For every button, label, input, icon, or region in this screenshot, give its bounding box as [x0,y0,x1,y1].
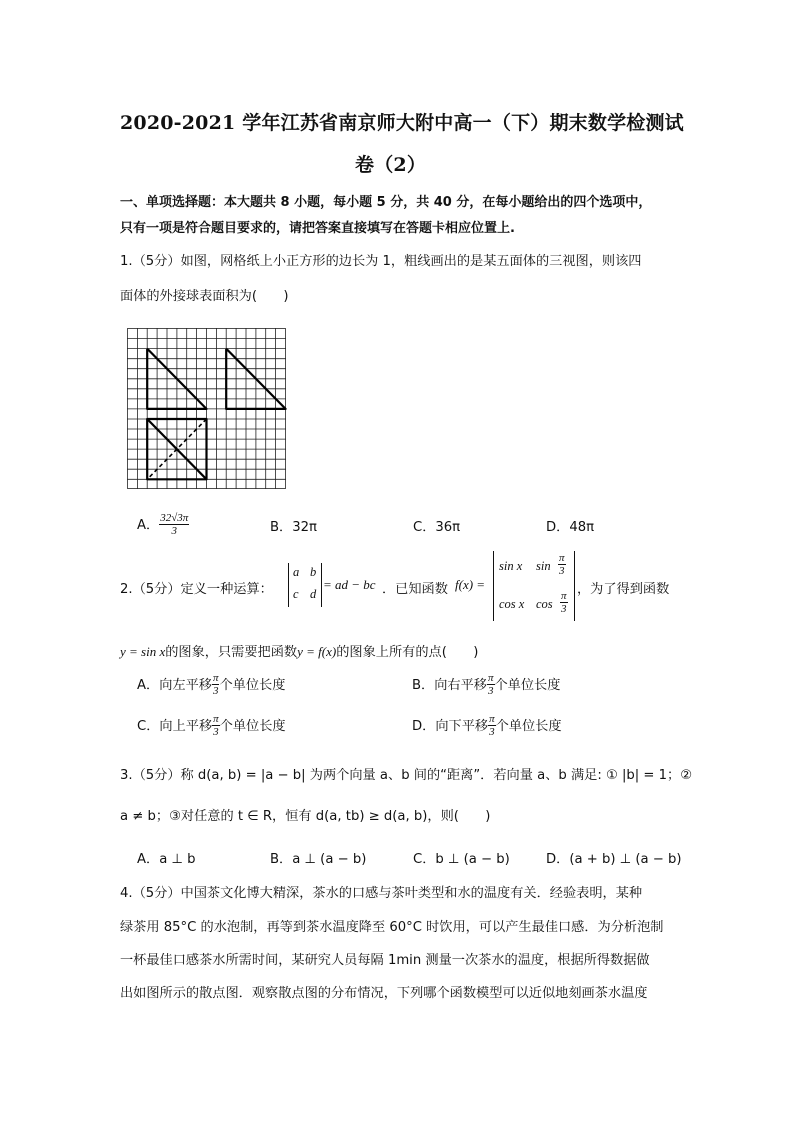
q2-option-c-frac [212,714,220,738]
q4-stem-line2: 绿茶用 85°C 的水泡制，再等到茶水温度降至 60°C 时饮用，可以产生最佳口感．为分析泡制 [120,920,664,935]
page-title-line1: 2020-2021 学年江苏省南京师大附中高一（下）期末数学检测试 [120,112,684,134]
section-instructions-line2: 只有一项是符合题目要求的，请把答案直接填写在答题卡相应位置上. [120,221,515,236]
q2-option-c-three: 3 [213,726,219,738]
page-title-line2: 卷（2） [355,154,427,176]
q2-option-d-text: D．向下平移 [412,719,489,734]
section-instructions-line1: 一、单项选择题：本大题共 8 小题，每小题 5 分，共 40 分，在每小题给出的四个选项中， [120,195,652,210]
q2-prefix: 2.（5分）定义一种运算： [120,582,273,597]
q2-fx: f(x) = [455,577,486,592]
q2-m22-frac [560,591,568,615]
q2-option-c[interactable] [137,714,286,738]
q1-option-b[interactable]: B．32π [270,520,317,535]
q2-det-d: d [310,587,317,601]
q1-stem-line2: 面体的外接球表面积为( ) [120,289,289,304]
q2-eq1: = ad − bc [323,577,376,592]
q2-option-b-three: 3 [487,685,494,697]
q2-suffix: ，为了得到函数 [577,582,670,597]
q1-three-view-figure [127,328,287,490]
q2-line2-text2: 的图象上所有的点( ) [336,645,479,660]
q2-option-b-frac [487,673,495,697]
q2-option-c-pi: π [213,713,219,725]
q3-option-a[interactable]: A．a ⊥ b [137,852,196,867]
q1-option-a-fraction [159,513,189,537]
q2-m12: sin [536,559,551,573]
q1-option-a-label: A． [137,518,160,533]
q2-m22-three: 3 [561,603,567,615]
q2-option-a-three: 3 [212,685,219,697]
q2-m12-frac [558,553,566,577]
q2-option-b-text: B．向右平移 [412,678,487,693]
q2-option-b[interactable] [412,673,560,697]
q2-option-a-unit: 个单位长度 [219,678,286,693]
q1-option-c[interactable]: C．36π [413,520,461,535]
q4-stem-line1: 4.（5分）中国茶文化博大精深，茶水的口感与茶叶类型和水的温度有关．经验表明，某种 [120,886,643,901]
q2-determinant-definition [288,563,322,607]
q1-option-d[interactable]: D．48π [546,520,595,535]
q2-det-b: b [310,565,317,579]
q2-option-a[interactable] [137,673,285,697]
q3-stem-line2: a ≠ b；③对任意的 t ∈ R，恒有 d(a, tb) ≥ d(a, b)，则( ) [120,809,491,824]
q2-m21: cos x [499,597,525,611]
q2-line2-text1: 的图象，只需要把函数 [165,645,298,660]
q2-m22: cos [536,597,553,611]
q1-option-a-numerator: 32√3π [160,512,189,524]
q2-option-d-frac [488,714,496,738]
q2-option-c-text: C．向上平移 [137,719,213,734]
q4-stem-line3: 一杯最佳口感茶水所需时间，某研究人员每隔 1min 测量一次茶水的温度，根据所得数据做 [120,953,650,968]
q2-m12-pi: π [559,552,565,564]
q2-stem-line2 [120,641,478,660]
q2-option-a-pi: π [212,672,219,684]
q2-option-d[interactable] [412,714,562,738]
q4-stem-line4: 出如图所示的散点图．观察散点图的分布情况，下列哪个函数模型可以近似地刻画茶水温度 [120,986,648,1001]
q3-option-c[interactable]: C．b ⊥ (a − b) [413,852,510,867]
q3-option-d[interactable]: D．(a + b) ⊥ (a − b) [546,852,682,867]
q3-option-b[interactable]: B．a ⊥ (a − b) [270,852,367,867]
q2-m22-pi: π [561,590,567,602]
q2-option-b-unit: 个单位长度 [494,678,561,693]
q2-option-c-unit: 个单位长度 [219,719,286,734]
q2-m11: sin x [499,559,523,573]
q3-stem-line1: 3.（5分）称 d(a, b) = |a − b| 为两个向量 a、b 间的“距离”．若向量 a、b 满足: ① |b| = 1；② [120,768,693,783]
q2-option-d-three: 3 [489,726,495,738]
q2-function-determinant [493,551,575,621]
q2-det-c: c [293,587,299,601]
q2-option-d-unit: 个单位长度 [495,719,562,734]
q2-option-a-text: A．向左平移 [137,678,212,693]
q2-option-b-pi: π [487,672,494,684]
q1-option-a-denominator: 3 [171,525,177,537]
q2-y-sinx: y = sin x [120,644,166,659]
q1-stem-line1: 1.（5分）如图，网格纸上小正方形的边长为 1，粗线画出的是某五面体的三视图，则该四 [120,254,642,269]
q1-option-a[interactable] [137,513,189,537]
q2-mid: ．已知函数 [382,582,448,597]
q2-y-fx: y = f(x) [297,644,337,659]
q2-option-d-pi: π [489,713,495,725]
q2-det-a: a [293,565,300,579]
q2-m12-three: 3 [559,565,565,577]
